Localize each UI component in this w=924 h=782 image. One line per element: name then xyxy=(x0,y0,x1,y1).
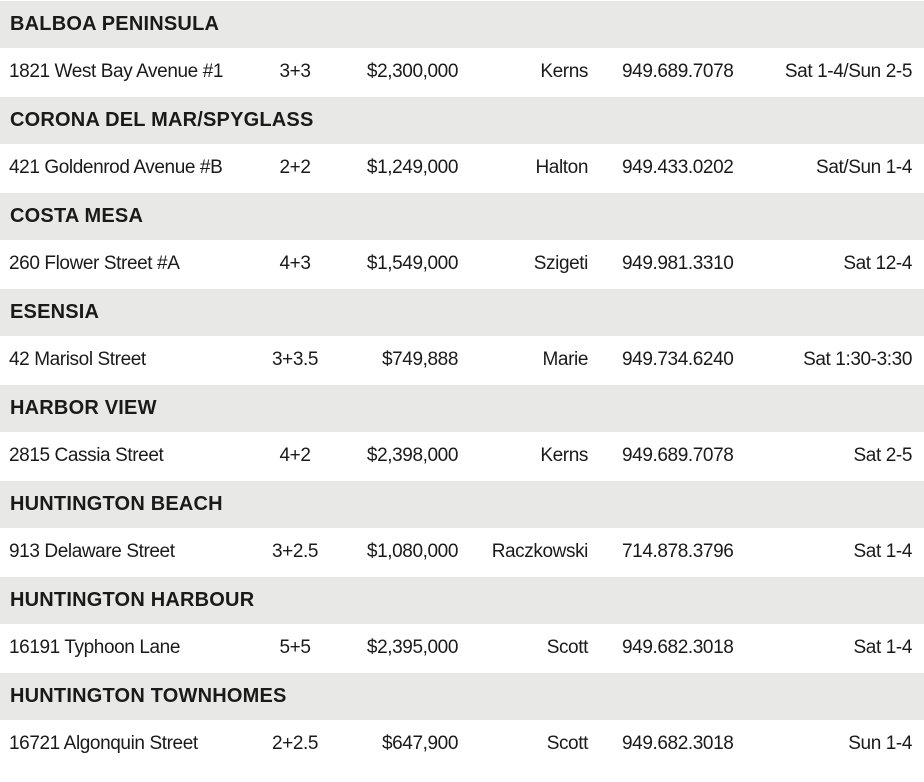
section-title: BALBOA PENINSULA xyxy=(10,13,220,35)
section-header xyxy=(0,288,924,336)
listing-row xyxy=(0,144,924,192)
listing-address: 2815 Cassia Street xyxy=(9,445,164,466)
section-title: COSTA MESA xyxy=(10,205,144,227)
listing-phone: 949.689.7078 xyxy=(622,61,734,82)
section-title: HARBOR VIEW xyxy=(10,397,157,419)
listing-beds-baths: 4+3 xyxy=(279,253,311,274)
section-header xyxy=(0,0,924,48)
listing-hours: Sat/Sun 1-4 xyxy=(816,157,912,178)
listing-price: $1,249,000 xyxy=(366,157,458,178)
listing-price: $2,395,000 xyxy=(366,637,458,658)
listing-agent: Scott xyxy=(546,637,588,658)
section-title: ESENSIA xyxy=(10,301,100,323)
listing-price: $1,080,000 xyxy=(366,541,458,562)
listing-hours: Sat 1:30-3:30 xyxy=(803,349,912,370)
section-header xyxy=(0,576,924,624)
listing-address: 421 Goldenrod Avenue #B xyxy=(9,157,223,178)
listing-price: $2,300,000 xyxy=(366,61,458,82)
listing-row xyxy=(0,336,924,384)
listing-beds-baths: 2+2.5 xyxy=(271,733,319,754)
listing-address: 1821 West Bay Avenue #1 xyxy=(9,61,224,82)
listing-agent: Kerns xyxy=(540,445,588,466)
listing-row xyxy=(0,48,924,96)
listing-address: 16191 Typhoon Lane xyxy=(9,637,181,658)
listing-beds-baths: 2+2 xyxy=(279,157,311,178)
listing-price: $1,549,000 xyxy=(366,253,458,274)
section-header xyxy=(0,192,924,240)
listing-row xyxy=(0,624,924,672)
listing-hours: Sat 1-4 xyxy=(853,637,912,658)
section-header xyxy=(0,96,924,144)
listing-hours: Sat 1-4 xyxy=(853,541,912,562)
listing-phone: 949.433.0202 xyxy=(622,157,734,178)
listing-phone: 949.734.6240 xyxy=(622,349,734,370)
listing-row xyxy=(0,528,924,576)
listing-price: $749,888 xyxy=(381,349,458,370)
listing-hours: Sat 2-5 xyxy=(853,445,912,466)
listing-agent: Szigeti xyxy=(533,253,588,274)
section-title: HUNTINGTON TOWNHOMES xyxy=(10,685,287,707)
listing-hours: Sat 1-4/Sun 2-5 xyxy=(784,61,912,82)
listing-phone: 714.878.3796 xyxy=(622,541,734,562)
listing-beds-baths: 3+2.5 xyxy=(271,541,319,562)
listing-address: 42 Marisol Street xyxy=(9,349,146,370)
listing-row xyxy=(0,240,924,288)
listing-phone: 949.682.3018 xyxy=(622,733,734,754)
listing-hours: Sun 1-4 xyxy=(848,733,912,754)
listing-address: 260 Flower Street #A xyxy=(9,253,180,274)
listing-beds-baths: 4+2 xyxy=(279,445,311,466)
listing-agent: Kerns xyxy=(540,61,588,82)
listing-beds-baths: 5+5 xyxy=(279,637,311,658)
section-title: HUNTINGTON BEACH xyxy=(10,493,223,515)
listing-agent: Raczkowski xyxy=(491,541,588,562)
listing-price: $2,398,000 xyxy=(366,445,458,466)
listing-agent: Marie xyxy=(542,349,588,370)
section-header xyxy=(0,384,924,432)
listing-address: 913 Delaware Street xyxy=(9,541,175,562)
section-title: HUNTINGTON HARBOUR xyxy=(10,589,255,611)
section-header xyxy=(0,672,924,720)
listing-phone: 949.689.7078 xyxy=(622,445,734,466)
listing-price: $647,900 xyxy=(381,733,458,754)
listing-row xyxy=(0,432,924,480)
section-header xyxy=(0,480,924,528)
listing-row xyxy=(0,720,924,768)
listing-beds-baths: 3+3 xyxy=(279,61,311,82)
listing-address: 16721 Algonquin Street xyxy=(9,733,198,754)
listing-agent: Scott xyxy=(546,733,588,754)
listing-phone: 949.682.3018 xyxy=(622,637,734,658)
listing-phone: 949.981.3310 xyxy=(622,253,734,274)
listing-hours: Sat 12-4 xyxy=(843,253,912,274)
section-title: CORONA DEL MAR/SPYGLASS xyxy=(10,109,314,131)
listing-agent: Halton xyxy=(535,157,588,178)
listing-beds-baths: 3+3.5 xyxy=(271,349,319,370)
